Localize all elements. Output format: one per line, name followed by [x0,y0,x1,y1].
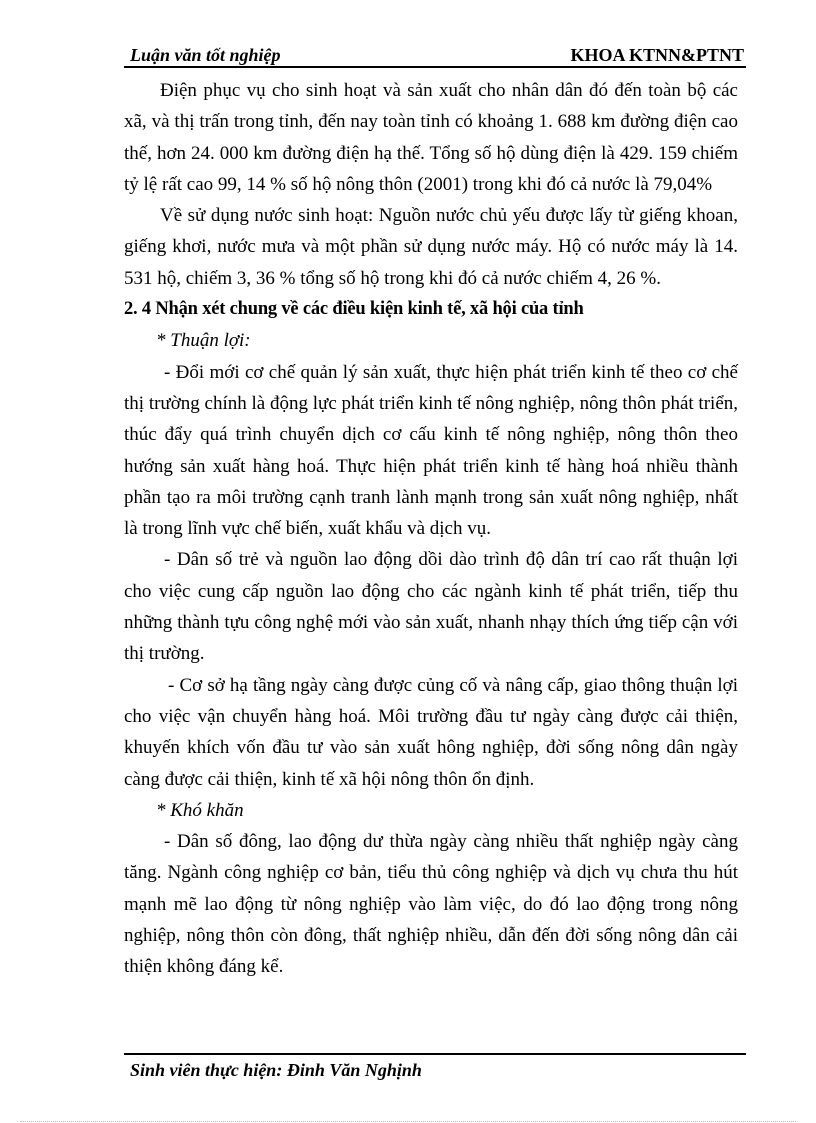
footer-author: Sinh viên thực hiện: Đinh Văn Nghịnh [130,1060,422,1080]
document-body [124,75,738,983]
subheading-difficulties: * Khó khăn [156,799,244,821]
paragraph-water: Về sử dụng nước sinh hoạt: Nguồn nước chủ yếu được lấy từ giếng khoan, giếng khơi, nước mưa và một phần sử dụng nước máy. Hộ có nước máy là 14. 531 hộ, chiếm 3, 36 % tổng số hộ trong khi đó cả nước chiếm 4, 26 %. [124,205,738,289]
paragraph-advantage-infrastructure: - Cơ sở hạ tầng ngày càng được củng cố và nâng cấp, giao thông thuận lợi cho việc vận chuyển hàng hoá. Môi trường đầu tư ngày càng được cải thiện, khuyến khích vốn đầu tư vào sản xuất hông nghiệp, đời sống nông dân ngày càng được cải thiện, kinh tế xã hội nông thôn ổn định. [124,674,738,790]
header-thesis-label: Luận văn tốt nghiệp [130,45,281,65]
section-heading: 2. 4 Nhận xét chung về các điều kiện kinh tế, xã hội của tỉnh [124,299,584,320]
paragraph-advantage-labor: - Dân số trẻ và nguồn lao động dồi dào trình độ dân trí cao rất thuận lợi cho việc cung cấp nguồn lao động cho các ngành kinh tế phát triển, tiếp thu những thành tựu công nghệ mới vào sản xuất, nhanh nhạy thích ứng tiếp cận với thị trường. [124,549,738,665]
header-faculty-label: KHOA KTNN&PTNT [570,45,744,65]
paragraph-advantage-mechanism: - Đổi mới cơ chế quản lý sản xuất, thực hiện phát triển kinh tế theo cơ chế thị trường chính là động lực phát triển kinh tế nông nghiệp, nông thôn phát triển, thúc đẩy quá trình chuyển dịch cơ cấu kinh tế nông nghiệp, nông thôn theo hướng sản xuất hàng hoá. Thực hiện phát triển kinh tế hàng hoá nhiều thành phần tạo ra môi trường cạnh tranh lành mạnh trong sản xuất nông nghiệp, nhất là trong lĩnh vực chế biến, xuất khẩu và dịch vụ. [124,361,738,540]
page-bottom-edge [20,1121,796,1122]
paragraph-difficulty-population: - Dân số đông, lao động dư thừa ngày càng nhiều thất nghiệp ngày càng tăng. Ngành công nghiệp cơ bản, tiểu thủ công nghiệp và dịch vụ chưa thu hút mạnh mẽ lao động từ nông nghiệp vào làm việc, do đó lao động trong nông nghiệp, nông thôn còn đông, thất nghiệp nhiều, dẫn đến đời sống nông dân cải thiện không đáng kể. [124,831,738,978]
page-header [124,44,746,68]
footer-divider [124,1053,746,1055]
paragraph-electricity: Điện phục vụ cho sinh hoạt và sản xuất cho nhân dân đó đến toàn bộ các xã, và thị trấn trong tỉnh, đến nay toàn tỉnh có khoảng 1. 688 km đường điện cao thế, hơn 24. 000 km đường điện hạ thế. Tổng số hộ dùng điện là 429. 159 chiếm tỷ lệ rất cao 99, 14 % số hộ nông thôn (2001) trong khi đó cả nước là 79,04% [124,80,738,195]
subheading-advantages: * Thuận lợi: [156,330,251,352]
